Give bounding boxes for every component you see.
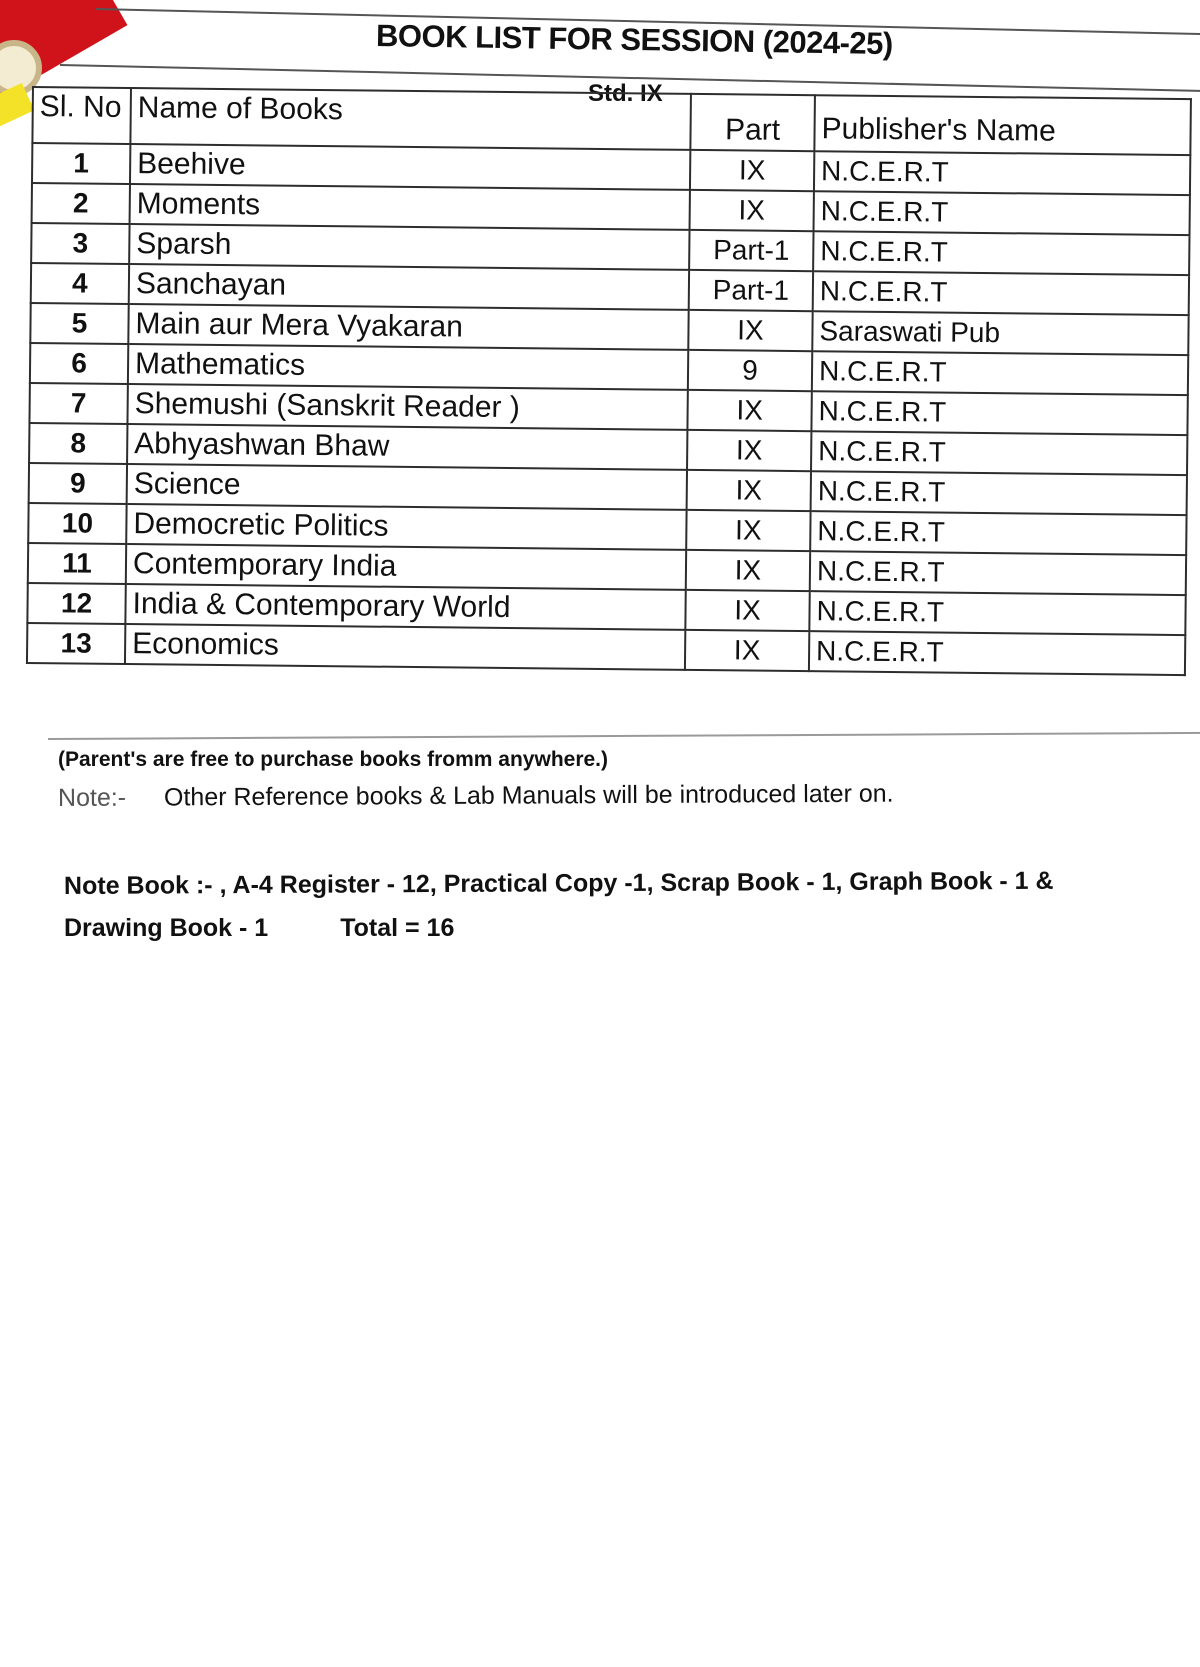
column-header-publisher: Publisher's Name xyxy=(814,95,1191,155)
cell-sl-no: 5 xyxy=(30,303,128,344)
notebook-total: Total = 16 xyxy=(340,914,455,942)
cell-publisher: N.C.E.R.T xyxy=(814,151,1190,195)
cell-book-name: Sparsh xyxy=(129,224,689,270)
page-title: BOOK LIST FOR SESSION (2024-25) xyxy=(375,18,894,62)
cell-part: IX xyxy=(687,470,811,511)
note-label: Note:- xyxy=(57,783,127,812)
cell-book-name: Beehive xyxy=(130,144,690,190)
cell-part: Part-1 xyxy=(689,230,813,271)
cell-book-name: Shemushi (Sanskrit Reader ) xyxy=(127,384,687,430)
cell-book-name: Main aur Mera Vyakaran xyxy=(128,304,688,350)
cell-publisher: Saraswati Pub xyxy=(812,311,1188,355)
cell-part: IX xyxy=(690,150,814,191)
cell-part: Part-1 xyxy=(689,270,813,311)
cell-book-name: Mathematics xyxy=(128,344,688,390)
cell-book-name: Science xyxy=(127,464,687,510)
cell-part: 9 xyxy=(688,350,812,391)
cell-part: IX xyxy=(688,310,812,351)
cell-sl-no: 13 xyxy=(27,623,125,664)
parent-note: (Parent's are free to purchase books fromm anywhere.) xyxy=(58,748,608,771)
cell-part: IX xyxy=(687,430,811,471)
cell-publisher: N.C.E.R.T xyxy=(809,591,1185,635)
book-list-table xyxy=(26,86,1192,676)
cell-publisher: N.C.E.R.T xyxy=(810,551,1186,595)
cell-part: IX xyxy=(686,550,810,591)
cell-book-name: Sanchayan xyxy=(129,264,689,310)
cell-part: IX xyxy=(690,190,814,231)
column-header-part: Part xyxy=(690,94,815,151)
cell-publisher: N.C.E.R.T xyxy=(810,511,1186,555)
cell-part: IX xyxy=(685,630,809,671)
cell-sl-no: 8 xyxy=(29,423,127,464)
cell-part: IX xyxy=(685,590,809,631)
cell-part: IX xyxy=(686,510,810,551)
cell-publisher: N.C.E.R.T xyxy=(811,391,1187,435)
cell-book-name: Moments xyxy=(130,184,690,230)
cell-book-name: Economics xyxy=(125,624,685,670)
cell-book-name: India & Contemporary World xyxy=(125,584,685,630)
cell-sl-no: 7 xyxy=(29,383,127,424)
cell-sl-no: 9 xyxy=(29,463,127,504)
cell-sl-no: 3 xyxy=(31,223,129,264)
class-label: Std. IX xyxy=(588,80,663,107)
notebook-list-continued xyxy=(64,914,454,943)
cell-sl-no: 6 xyxy=(30,343,128,384)
cell-publisher: N.C.E.R.T xyxy=(809,631,1185,675)
cell-publisher: N.C.E.R.T xyxy=(814,191,1190,235)
cell-book-name: Abhyashwan Bhaw xyxy=(127,424,687,470)
cell-sl-no: 11 xyxy=(28,543,126,584)
note-text: Other Reference books & Lab Manuals will be introduced later on. xyxy=(163,779,894,812)
cell-publisher: N.C.E.R.T xyxy=(812,351,1188,395)
cell-publisher: N.C.E.R.T xyxy=(813,231,1189,275)
cell-sl-no: 12 xyxy=(27,583,125,624)
cell-book-name: Contemporary India xyxy=(126,544,686,590)
section-divider xyxy=(48,732,1200,740)
cell-part: IX xyxy=(687,390,811,431)
cell-sl-no: 4 xyxy=(31,263,129,304)
cell-sl-no: 2 xyxy=(32,183,130,224)
reference-note xyxy=(58,780,894,813)
cell-publisher: N.C.E.R.T xyxy=(811,431,1187,475)
cell-book-name: Democretic Politics xyxy=(126,504,686,550)
cell-publisher: N.C.E.R.T xyxy=(813,271,1189,315)
column-header-book-name: Name of Books xyxy=(130,88,691,150)
cell-sl-no: 10 xyxy=(28,503,126,544)
cell-publisher: N.C.E.R.T xyxy=(811,471,1187,515)
column-header-sl-no: Sl. No xyxy=(32,87,131,144)
cell-sl-no: 1 xyxy=(32,143,130,184)
drawing-book-item: Drawing Book - 1 xyxy=(64,914,269,942)
notebook-list: Note Book :- , A-4 Register - 12, Practical Copy -1, Scrap Book - 1, Graph Book - 1 & xyxy=(63,866,1054,900)
